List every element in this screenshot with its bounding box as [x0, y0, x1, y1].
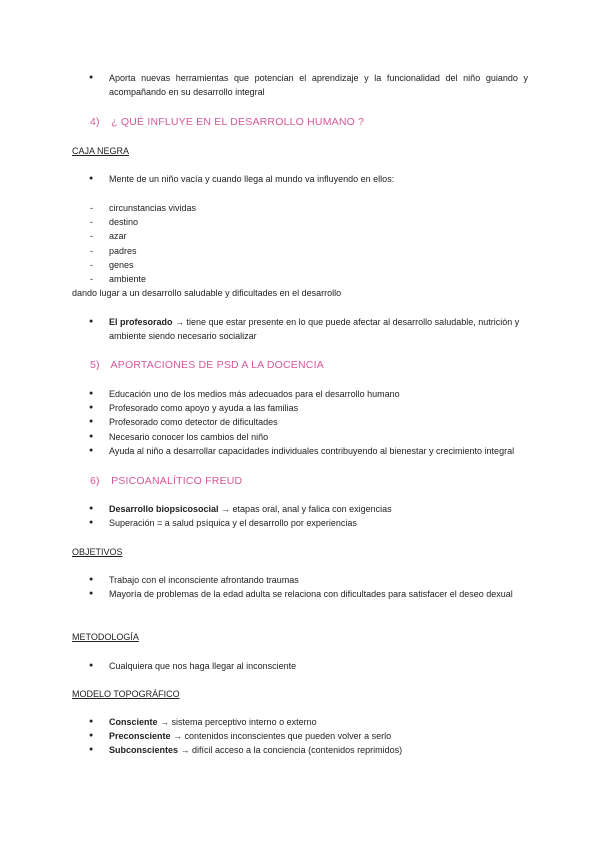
term-description: → etapas oral, anal y falica con exigencias: [218, 504, 392, 514]
term-description: → sistema perceptivo interno o externo: [157, 717, 317, 727]
list-item: [72, 743, 528, 757]
modelo-topografico-heading: MODELO TOPOGRÁFICO: [72, 689, 180, 699]
influence-dash-list: [72, 201, 528, 286]
objetivos-heading: OBJETIVOS: [72, 547, 123, 557]
list-item: ● Mayoría de problemas de la edad adulta se relaciona con dificultades para satisfacer el deseo dexual: [72, 587, 528, 601]
section-number: 5): [90, 359, 100, 371]
metodologia-list: [72, 659, 528, 673]
term-description: → tiene que estar presente en lo que puede afectar al desarrollo saludable, nutrición y ambiente siendo necesario socializar: [109, 317, 520, 342]
section-6-list: [72, 502, 528, 530]
section-6-heading: [72, 474, 528, 488]
dash-item: - azar: [72, 229, 528, 243]
list-item: ● Profesorado como detector de dificultades: [72, 415, 528, 429]
section-4-heading: [72, 115, 528, 129]
section-title: ¿ QUÉ INFLUYE EN EL DESARROLLO HUMANO ?: [111, 116, 365, 128]
caja-negra-subheading: CAJA NEGRA: [72, 146, 130, 156]
dash-item: - circunstancias vividas: [72, 201, 528, 215]
section-title: PSICOANALÍTICO FREUD: [111, 475, 243, 487]
dash-item: - destino: [72, 215, 528, 229]
list-item: ● Trabajo con el inconsciente afrontando traumas: [72, 573, 528, 587]
list-item: [72, 315, 528, 343]
intro-section: [72, 71, 528, 99]
section-5-heading: [72, 358, 528, 372]
bold-term: Consciente: [109, 717, 158, 727]
list-item: ● Educación uno de los medios más adecuados para el desarrollo humano: [72, 387, 528, 401]
list-item: [72, 502, 528, 516]
list-item: ● Cualquiera que nos haga llegar al inconsciente: [72, 659, 528, 673]
list-item: ● Aporta nuevas herramientas que potencian el aprendizaje y la funcionalidad del niño guiando y acompañando en su desarrollo integral: [72, 71, 528, 99]
list-item: ● Necesario conocer los cambios del niño: [72, 430, 528, 444]
dash-item: - ambiente: [72, 272, 528, 286]
dash-item: - padres: [72, 244, 528, 258]
metodologia-heading: METODOLOGÍA: [72, 632, 139, 642]
list-item: ● Superación = a salud psíquica y el desarrollo por experiencias: [72, 516, 528, 530]
section-number: 4): [90, 116, 100, 128]
term-description: → difícil acceso a la conciencia (contenidos reprimidos): [178, 745, 403, 756]
section-number: 6): [90, 475, 100, 487]
list-item: [72, 715, 528, 729]
dash-item: - genes: [72, 258, 528, 272]
term-description: → contenidos inconscientes que pueden volver a serlo: [170, 731, 392, 742]
bold-term: Desarrollo biopsicosocial: [109, 504, 219, 514]
list-item: ● Profesorado como apoyo y ayuda a las familias: [72, 401, 528, 415]
section-title: APORTACIONES DE PSD A LA DOCENCIA: [110, 359, 324, 371]
list-item: ● Ayuda al niño a desarrollar capacidades individuales contribuyendo al bienestar y crecimiento integral: [72, 444, 528, 458]
bold-term: Preconsciente: [109, 731, 171, 742]
bold-term: Subconscientes: [109, 745, 179, 756]
list-item: [72, 729, 528, 743]
bold-term: El profesorado: [109, 317, 173, 327]
objetivos-list: [72, 573, 528, 601]
section-5-list: [72, 387, 528, 458]
profesorado-bullet: [72, 315, 528, 343]
list-item: ● Mente de un niño vacía y cuando llega al mundo va influyendo en ellos:: [72, 172, 528, 186]
caja-negra-bullet: [72, 172, 528, 186]
result-text: dando lugar a un desarrollo saludable y dificultades en el desarrollo: [72, 288, 342, 298]
modelo-topografico-list: [72, 715, 528, 758]
